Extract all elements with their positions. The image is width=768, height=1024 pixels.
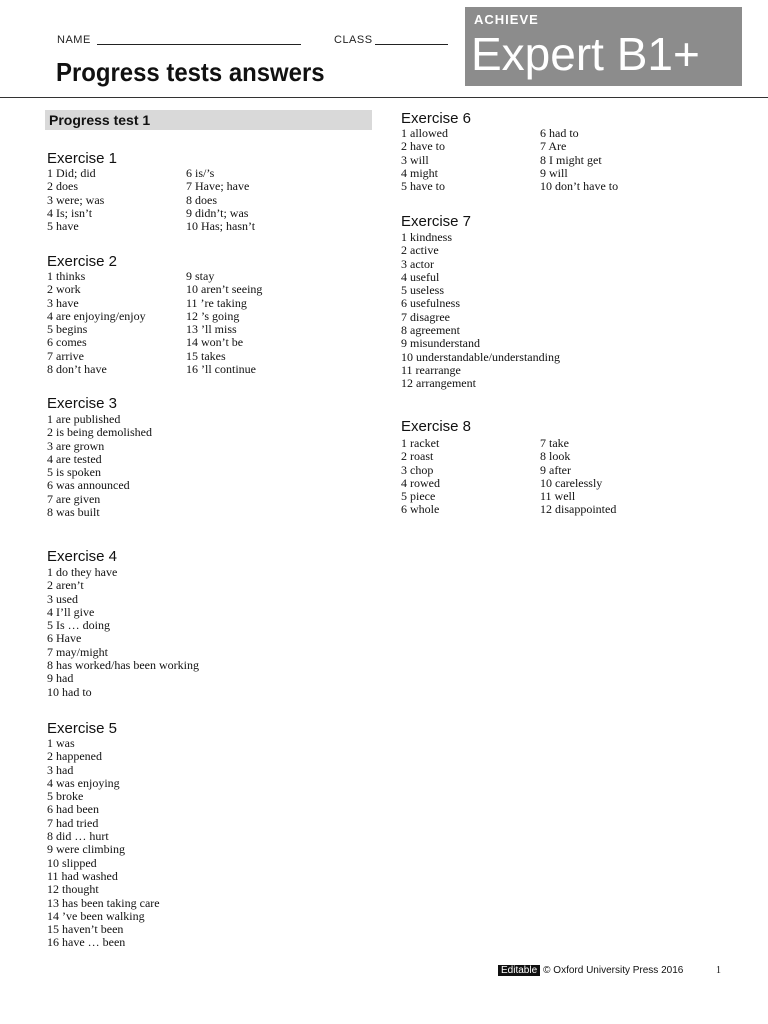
answer: 15 takes	[186, 348, 226, 363]
exercise-1-right	[186, 167, 255, 233]
answer: 10 slipped	[47, 855, 97, 870]
answer: 1 kindness	[401, 230, 452, 244]
answer: 6 had been	[47, 802, 99, 817]
answer: 10 carelessly	[540, 475, 603, 490]
answer: 1 was	[47, 736, 75, 750]
answer: 1 are published	[47, 412, 121, 426]
exercise-7-list	[401, 231, 560, 391]
answer: 13 ’ll miss	[186, 322, 237, 337]
answer: 12 disappointed	[540, 502, 617, 517]
answer: 3 are grown	[47, 438, 105, 453]
answer: 6 whole	[401, 502, 440, 517]
answer: 10 don’t have to	[540, 179, 619, 194]
exercise-heading: Exercise 2	[47, 253, 118, 270]
exercise-4-list	[47, 566, 199, 699]
class-line	[375, 44, 448, 45]
exercise-heading: Exercise 6	[401, 110, 472, 127]
exercise-heading: Exercise 8	[401, 418, 472, 435]
answer: 8 has worked/has been working	[47, 658, 199, 673]
answer: 5 broke	[47, 789, 84, 804]
exercise-5-list	[47, 737, 160, 950]
answer: 5 piece	[401, 489, 436, 504]
answer: 5 is spoken	[47, 465, 101, 480]
answer: 6 usefulness	[401, 296, 460, 311]
answer: 5 have	[47, 219, 79, 234]
exercise-heading: Exercise 4	[47, 548, 118, 565]
answer: 11 ’re taking	[186, 295, 247, 310]
answer: 7 disagree	[401, 309, 450, 324]
answer: 3 actor	[401, 256, 434, 271]
answer: 4 rowed	[401, 475, 440, 490]
page-number: 1	[716, 965, 721, 976]
brand-top: ACHIEVE	[474, 12, 539, 27]
answer: 16 have … been	[47, 935, 126, 950]
exercise-3-list	[47, 413, 152, 519]
answer: 8 look	[540, 449, 571, 464]
answer: 9 had	[47, 671, 74, 686]
answer: 3 chop	[401, 462, 434, 477]
answer: 2 is being demolished	[47, 425, 152, 440]
exercise-heading: Exercise 7	[401, 213, 472, 230]
answer: 7 had tried	[47, 815, 99, 830]
answer: 12 ’s going	[186, 308, 240, 323]
answer: 16 ’ll continue	[186, 362, 256, 377]
answer: 10 understandable/understanding	[401, 349, 560, 364]
copyright-text: © Oxford University Press 2016	[543, 965, 684, 976]
answer: 3 were; was	[47, 192, 105, 207]
answer: 2 aren’t	[47, 578, 84, 593]
exercise-8-left	[401, 437, 440, 517]
answer: 7 may/might	[47, 644, 108, 659]
answer: 6 was announced	[47, 478, 130, 493]
answer: 9 misunderstand	[401, 336, 480, 351]
answer: 9 didn’t; was	[186, 205, 249, 220]
answer: 5 have to	[401, 179, 445, 194]
answer: 6 had to	[540, 126, 579, 140]
answer: 14 ’ve been walking	[47, 908, 145, 923]
answer: 12 thought	[47, 882, 99, 897]
answer: 13 has been taking care	[47, 895, 160, 910]
answer: 1 thinks	[47, 269, 86, 283]
answer: 9 were climbing	[47, 842, 125, 857]
answer: 1 racket	[401, 436, 440, 450]
exercise-6-right	[540, 127, 618, 193]
class-label: CLASS	[334, 34, 373, 46]
brand-main: Expert B1+	[471, 28, 700, 80]
answer: 4 useful	[401, 269, 440, 284]
exercise-heading: Exercise 3	[47, 395, 118, 412]
answer: 5 useless	[401, 283, 444, 298]
answer: 3 have	[47, 295, 79, 310]
answer: 8 I might get	[540, 152, 602, 167]
answer: 1 allowed	[401, 126, 448, 140]
answer: 2 roast	[401, 449, 434, 464]
answer: 3 will	[401, 152, 429, 167]
exercise-6-left	[401, 127, 448, 193]
answer: 9 will	[540, 165, 568, 180]
answer: 2 happened	[47, 749, 102, 764]
answer: 6 Have	[47, 631, 82, 646]
answer: 4 was enjoying	[47, 775, 120, 790]
answer: 8 don’t have	[47, 362, 107, 377]
answer: 3 used	[47, 591, 78, 606]
footer-copyright-line	[498, 965, 683, 976]
answer: 11 rearrange	[401, 362, 461, 377]
exercise-1-left	[47, 167, 104, 233]
exercise-2-right	[186, 270, 262, 376]
answer: 7 are given	[47, 491, 101, 506]
page-title: Progress tests answers	[56, 57, 325, 87]
answer: 8 does	[186, 192, 217, 207]
answer: 2 work	[47, 282, 81, 297]
answer: 4 are tested	[47, 451, 102, 466]
answer: 2 active	[401, 243, 439, 258]
answer: 3 had	[47, 762, 74, 777]
answer: 8 agreement	[401, 323, 460, 338]
answer: 9 stay	[186, 269, 215, 283]
answer: 1 do they have	[47, 565, 118, 579]
answer: 4 are enjoying/enjoy	[47, 308, 146, 323]
answer: 10 Has; hasn’t	[186, 219, 256, 234]
editable-badge: Editable	[498, 965, 540, 976]
exercise-8-right	[540, 437, 616, 517]
answer: 11 well	[540, 489, 576, 504]
answer: 5 begins	[47, 322, 88, 337]
answer: 6 comes	[47, 335, 87, 350]
answer: 4 might	[401, 165, 439, 180]
section-heading: Progress test 1	[45, 110, 372, 130]
exercise-2-left	[47, 270, 146, 376]
answer: 4 Is; isn’t	[47, 205, 93, 220]
answer: 8 was built	[47, 505, 100, 520]
exercise-heading: Exercise 5	[47, 720, 118, 737]
header-rule	[0, 97, 768, 98]
answer: 7 take	[540, 436, 569, 450]
answer: 11 had washed	[47, 868, 118, 883]
answer: 2 does	[47, 179, 78, 194]
answer: 6 is/’s	[186, 166, 215, 180]
answer: 2 have to	[401, 139, 445, 154]
answer: 15 haven’t been	[47, 922, 124, 937]
name-label: NAME	[57, 34, 91, 46]
brand-logo	[465, 7, 742, 86]
answer: 10 had to	[47, 684, 92, 699]
answer: 1 Did; did	[47, 166, 96, 180]
answer: 4 I’ll give	[47, 604, 95, 619]
answer: 12 arrangement	[401, 376, 476, 391]
answer: 8 did … hurt	[47, 829, 109, 844]
answer: 10 aren’t seeing	[186, 282, 263, 297]
answer: 7 arrive	[47, 348, 84, 363]
answer: 9 after	[540, 462, 571, 477]
name-line	[97, 44, 301, 45]
answer: 5 Is … doing	[47, 618, 110, 633]
answer: 7 Have; have	[186, 179, 250, 194]
answer: 7 Are	[540, 139, 567, 154]
exercise-heading: Exercise 1	[47, 150, 118, 167]
answer: 14 won’t be	[186, 335, 244, 350]
